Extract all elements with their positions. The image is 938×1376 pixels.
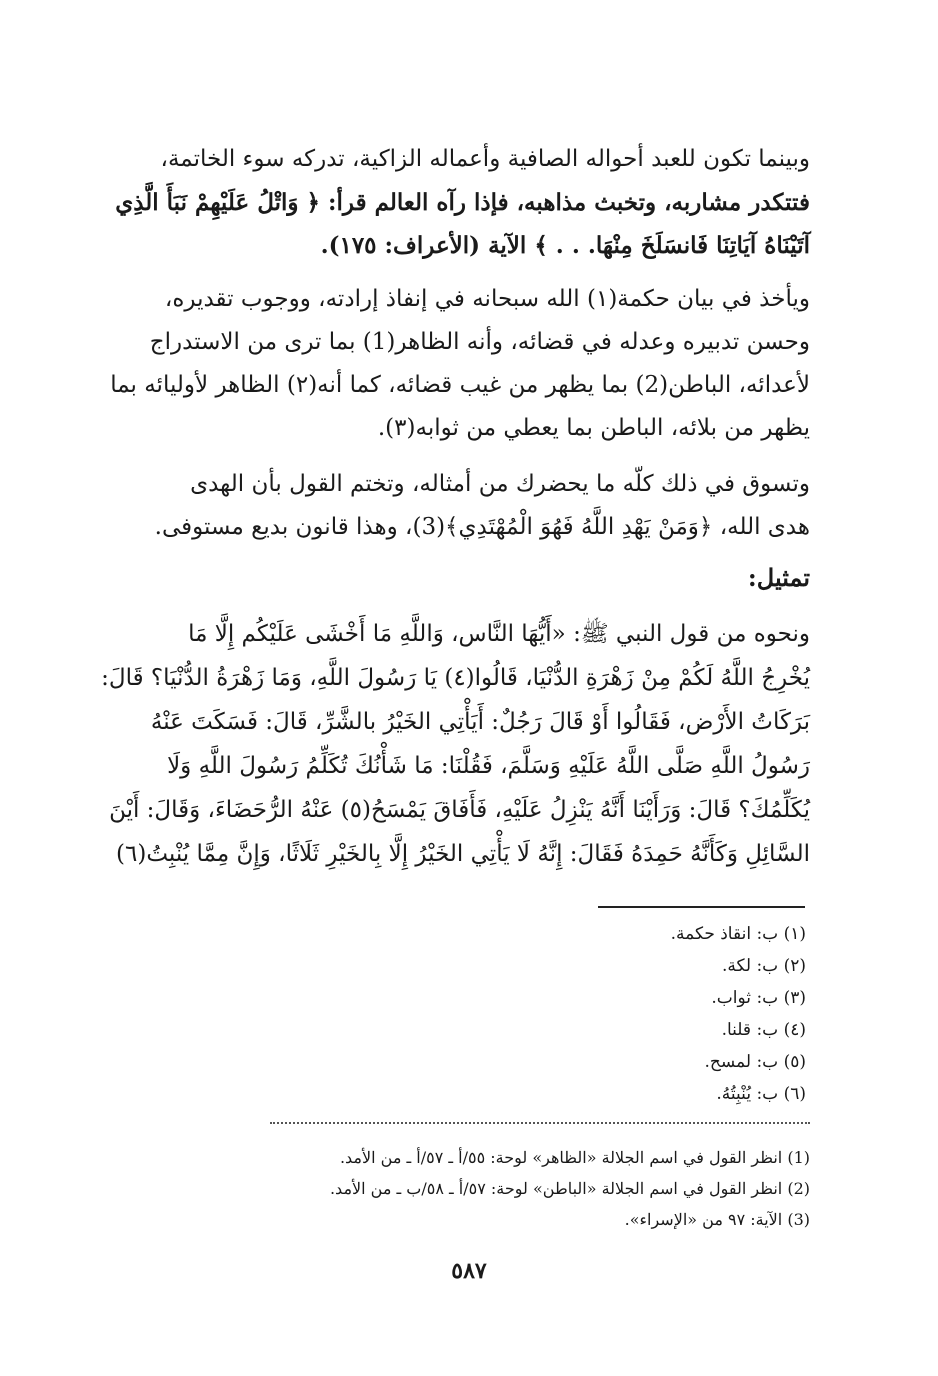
paragraph-2 (110, 278, 810, 450)
footnote-item: (٦) ب: يُنْبِتُهُ. (716, 1084, 806, 1104)
footnote-item: (٢) ب: لكة. (721, 956, 806, 976)
text-line: يظهر من بلائه، الباطن بما يعطي من ثوابه(٣). (377, 415, 810, 441)
text-line: يُخْرِجُ اللَّهُ لَكُمْ مِنْ زَهْرَةِ الدُّنْيَا، قَالُوا(٤) يَا رَسُولَ اللَّهِ، وَمَا زَهْرَةُ الدُّنْيَا؟ قَالَ: (101, 665, 810, 691)
variant-footnotes (506, 918, 806, 1110)
text-line: وبينما تكون للعبد أحواله الصافية وأعماله الزاكية، تدركه سوء الخاتمة، (160, 146, 810, 172)
text-line: ويأخذ في بيان حكمة(١) الله سبحانه في إنفاذ إرادته، ووجوب تقديره، (164, 286, 810, 312)
footnote-item: (١) ب: انقاذ حكمة. (670, 924, 806, 944)
text-line: وحسن تدبيره وعدله في قضائه، وأنه الظاهر(1) بما ترى من الاستدراج (149, 329, 810, 355)
paragraph-4-hadith (101, 612, 810, 876)
note-item: (1) انظر القول في اسم الجلالة «الظاهر» لوحة: ٥٥/أ ـ ٥٧/أ ـ من الأمد. (339, 1148, 810, 1167)
note-item: (3) الآية: ٩٧ من «الإسراء». (624, 1210, 810, 1229)
footnote-item: (٥) ب: لمسح. (704, 1052, 806, 1072)
footnote-item: (٣) ب: ثواب. (711, 988, 806, 1008)
editor-notes (250, 1142, 810, 1235)
paragraph-3 (128, 463, 810, 549)
text-line: هدى الله، ﴿وَمَنْ يَهْدِ اللَّهُ فَهُوَ الْمُهْتَدِي﴾(3)، وهذا قانون بديع مستوفى. (154, 514, 810, 540)
text-line: ونحوه من قول النبي ﷺ: «أَيُّهَا النَّاس، وَاللَّهِ مَا أَخْشَى عَلَيْكُم إِلَّا مَا (188, 621, 810, 647)
footnote-divider (598, 906, 805, 908)
text-line-quran: فتتكدر مشاربه، وتخبث مذاهبه، فإذا رآه العالم قرأ: ﴿ وَاتْلُ عَلَيْهِمْ نَبَأَ الَّذِي (115, 189, 810, 216)
paragraph-1 (115, 138, 810, 267)
text-line: رَسُولُ اللَّهِ صَلَّى اللَّهُ عَلَيْهِ وَسَلَّمَ، فَقُلْنَا: مَا شَأْنُكَ تُكَلِّمُ رَسُولَ اللَّهِ وَلَا (167, 753, 810, 779)
text-line: يُكَلِّمُكَ؟ قَالَ: وَرَأَيْنَا أَنَّهُ يَنْزِلُ عَلَيْهِ، فَأَفَاقَ يَمْسَحُ(٥) عَنْهُ الرُّحَضَاءَ، وَقَالَ: أَيْنَ (109, 797, 810, 823)
text-line: وتسوق في ذلك كلّه ما يحضرك من أمثاله، وتختم القول بأن الهدى (190, 471, 810, 497)
footnote-item: (٤) ب: قلنا. (721, 1020, 806, 1040)
text-line: لأعدائه، الباطن(2) بما يظهر من غيب قضائه، كما أنه(٢) الظاهر لأوليائه بما (110, 372, 810, 398)
section-heading: تمثيل: (747, 563, 810, 592)
text-line-quran: آتَيْنَاهُ آيَاتِنَا فَانسَلَخَ مِنْهَا. . . ﴾ الآية (الأعراف: ١٧٥). (320, 232, 810, 259)
page-number: ٥٨٧ (451, 1258, 487, 1284)
text-line: السَّائِلِ وَكَأَنَّهُ حَمِدَهُ فَقَالَ: إِنَّهُ لَا يَأْتِي الخَيْرُ إِلَّا بِالخَيْرِ ثَلَاثًا، وَإِنَّ مِمَّا يُنْبِتُ(٦) (116, 841, 810, 867)
text-line: بَرَكَاتُ الأَرْض، فَقَالُوا أَوْ قَالَ رَجُلٌ: أَيَأْتِي الخَيْرُ بالشَّرِّ، قَالَ: فَسَكَتَ عَنْهُ (150, 709, 810, 735)
note-item: (2) انظر القول في اسم الجلالة «الباطن» لوحة: ٥٧/أ ـ ٥٨/ب ـ من الأمد. (329, 1179, 810, 1198)
dotted-divider (270, 1122, 810, 1124)
